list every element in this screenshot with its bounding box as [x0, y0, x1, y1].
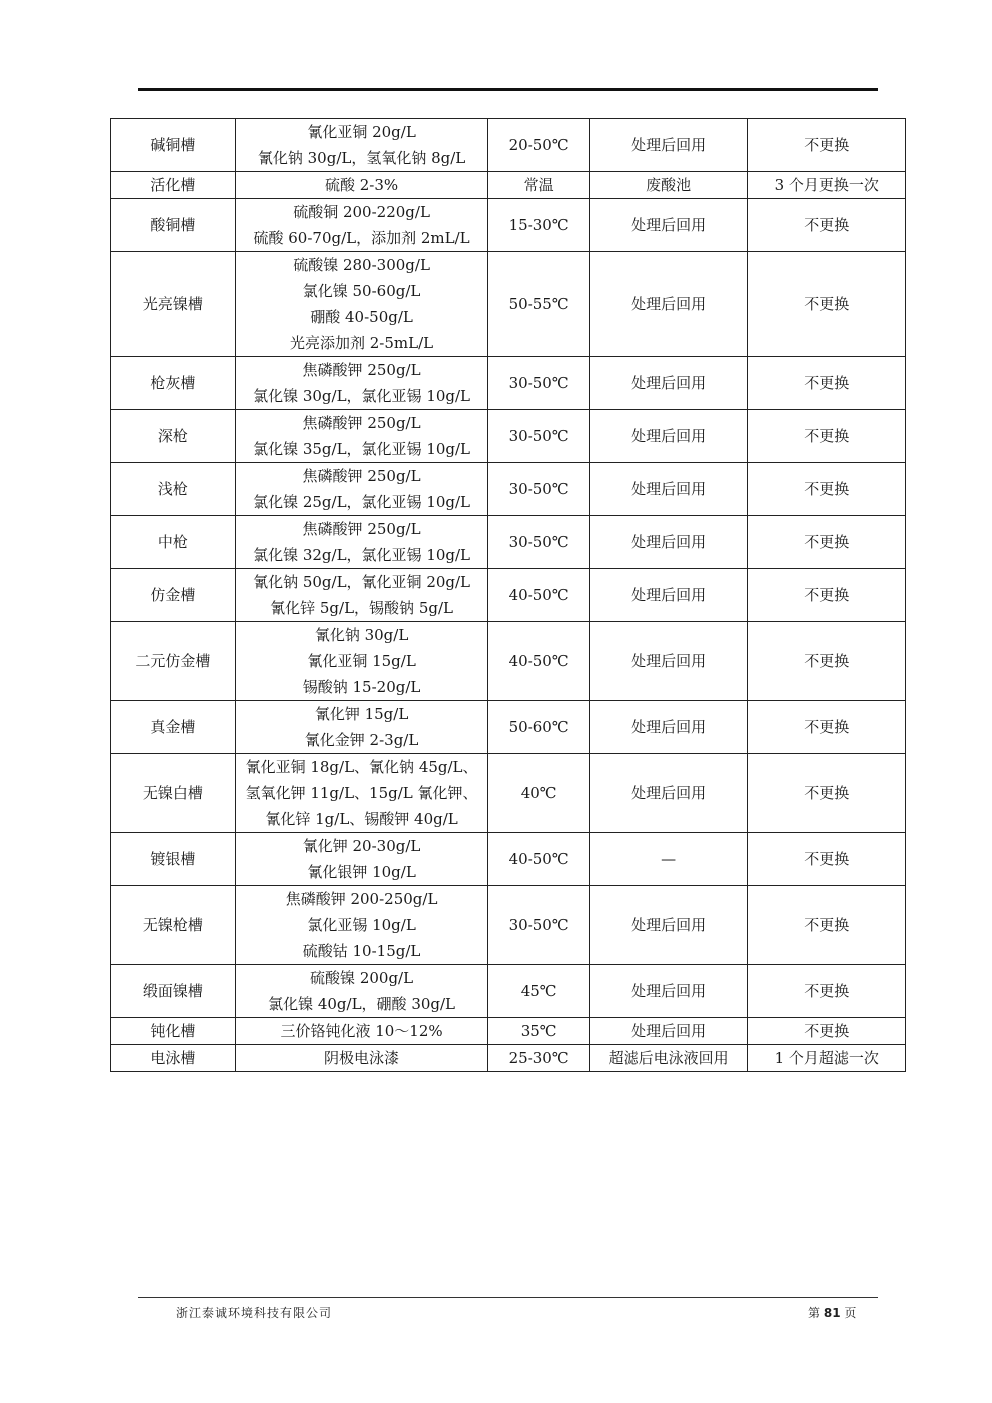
treatment-cell: 处理后回用	[589, 119, 748, 172]
composition-line: 氰化亚铜 15g/L	[307, 652, 416, 670]
composition-line: 氯化镍 50-60g/L	[302, 282, 421, 300]
replacement-cell: 不更换	[748, 357, 906, 410]
table-row	[111, 172, 906, 199]
table-body	[111, 119, 906, 1072]
replacement-cell: 不更换	[748, 622, 906, 701]
composition-line: 氯化镍 30g/L，氯化亚锡 10g/L	[253, 387, 471, 405]
temperature-cell: 45℃	[488, 965, 589, 1018]
temperature-cell: 30-50℃	[488, 410, 589, 463]
bath-name-cell: 无镍枪槽	[111, 886, 236, 965]
table-row	[111, 119, 906, 172]
composition-line: 焦磷酸钾 250g/L	[302, 467, 421, 485]
composition-cell	[235, 463, 488, 516]
composition-cell	[235, 516, 488, 569]
composition-line: 氰化钠 30g/L，氢氧化钠 8g/L	[257, 149, 466, 167]
treatment-cell: 处理后回用	[589, 886, 748, 965]
temperature-cell: 常温	[488, 172, 589, 199]
composition-line: 锡酸钠 15-20g/L	[302, 678, 421, 696]
bath-name-cell: 真金槽	[111, 701, 236, 754]
temperature-cell: 40-50℃	[488, 622, 589, 701]
plating-bath-table	[110, 118, 906, 1072]
composition-line: 氰化亚铜 18g/L、氰化钠 45g/L、	[245, 758, 478, 776]
composition-cell	[235, 172, 488, 199]
footer-company-name: 浙江泰诚环境科技有限公司	[176, 1306, 333, 1320]
table-row	[111, 886, 906, 965]
header-rule	[138, 88, 878, 91]
composition-cell	[235, 357, 488, 410]
temperature-cell: 30-50℃	[488, 886, 589, 965]
composition-line: 焦磷酸钾 200-250g/L	[285, 890, 438, 908]
treatment-cell: 处理后回用	[589, 463, 748, 516]
table-row	[111, 516, 906, 569]
bath-name-cell: 枪灰槽	[111, 357, 236, 410]
composition-cell	[235, 252, 488, 357]
composition-line: 氰化金钾 2-3g/L	[304, 731, 419, 749]
composition-line: 焦磷酸钾 250g/L	[302, 520, 421, 538]
table-row	[111, 622, 906, 701]
composition-cell	[235, 965, 488, 1018]
temperature-cell: 30-50℃	[488, 463, 589, 516]
composition-line: 氯化镍 35g/L，氯化亚锡 10g/L	[253, 440, 471, 458]
temperature-cell: 20-50℃	[488, 119, 589, 172]
composition-line: 焦磷酸钾 250g/L	[302, 414, 421, 432]
treatment-cell: 处理后回用	[589, 754, 748, 833]
replacement-cell: 1 个月超滤一次	[748, 1045, 906, 1072]
composition-line: 阴极电泳漆	[324, 1049, 400, 1067]
bath-name-cell: 镀银槽	[111, 833, 236, 886]
composition-line: 氰化亚铜 20g/L	[307, 123, 416, 141]
table-row	[111, 754, 906, 833]
treatment-cell: —	[589, 833, 748, 886]
composition-cell	[235, 119, 488, 172]
composition-line: 氰化锌 5g/L，锡酸钠 5g/L	[270, 599, 453, 617]
bath-name-cell: 深枪	[111, 410, 236, 463]
table-row	[111, 357, 906, 410]
replacement-cell: 不更换	[748, 886, 906, 965]
bath-name-cell: 酸铜槽	[111, 199, 236, 252]
temperature-cell: 40℃	[488, 754, 589, 833]
temperature-cell: 40-50℃	[488, 569, 589, 622]
temperature-cell: 50-60℃	[488, 701, 589, 754]
page-prefix: 第	[808, 1306, 821, 1320]
footer-page-number	[808, 1304, 856, 1321]
table-row	[111, 199, 906, 252]
temperature-cell: 30-50℃	[488, 357, 589, 410]
bath-name-cell: 中枪	[111, 516, 236, 569]
bath-name-cell: 浅枪	[111, 463, 236, 516]
composition-line: 硫酸 2-3%	[324, 176, 399, 194]
page-suffix: 页	[844, 1306, 857, 1320]
replacement-cell: 不更换	[748, 410, 906, 463]
composition-line: 氰化钾 15g/L	[314, 705, 409, 723]
temperature-cell: 30-50℃	[488, 516, 589, 569]
composition-line: 氰化锌 1g/L、锡酸钾 40g/L	[265, 810, 458, 828]
composition-cell	[235, 1045, 488, 1072]
bath-name-cell: 活化槽	[111, 172, 236, 199]
replacement-cell: 不更换	[748, 199, 906, 252]
bath-name-cell: 二元仿金槽	[111, 622, 236, 701]
treatment-cell: 处理后回用	[589, 357, 748, 410]
treatment-cell: 处理后回用	[589, 701, 748, 754]
table-row	[111, 1018, 906, 1045]
composition-line: 焦磷酸钾 250g/L	[302, 361, 421, 379]
footer-rule	[138, 1297, 878, 1298]
composition-line: 硫酸钴 10-15g/L	[302, 942, 421, 960]
composition-line: 氰化钠 50g/L，氰化亚铜 20g/L	[253, 573, 471, 591]
table-row	[111, 463, 906, 516]
composition-line: 三价铬钝化液 10～12%	[280, 1022, 443, 1040]
composition-line: 氰化钾 20-30g/L	[302, 837, 421, 855]
replacement-cell: 不更换	[748, 1018, 906, 1045]
composition-line: 氯化镍 25g/L，氯化亚锡 10g/L	[253, 493, 471, 511]
table-row	[111, 833, 906, 886]
composition-line: 氰化银钾 10g/L	[307, 863, 416, 881]
replacement-cell: 不更换	[748, 516, 906, 569]
composition-line: 硫酸镍 200g/L	[310, 969, 414, 987]
treatment-cell: 处理后回用	[589, 410, 748, 463]
table-row	[111, 701, 906, 754]
bath-name-cell: 缎面镍槽	[111, 965, 236, 1018]
composition-cell	[235, 1018, 488, 1045]
treatment-cell: 处理后回用	[589, 569, 748, 622]
composition-line: 氯化镍 40g/L，硼酸 30g/L	[268, 995, 456, 1013]
composition-line: 氯化亚锡 10g/L	[307, 916, 416, 934]
replacement-cell: 不更换	[748, 119, 906, 172]
replacement-cell: 不更换	[748, 833, 906, 886]
treatment-cell: 处理后回用	[589, 965, 748, 1018]
replacement-cell: 不更换	[748, 965, 906, 1018]
composition-line: 氯化镍 32g/L，氯化亚锡 10g/L	[253, 546, 471, 564]
table-row	[111, 252, 906, 357]
temperature-cell: 15-30℃	[488, 199, 589, 252]
treatment-cell: 处理后回用	[589, 252, 748, 357]
replacement-cell: 不更换	[748, 754, 906, 833]
table-row	[111, 410, 906, 463]
composition-cell	[235, 701, 488, 754]
composition-cell	[235, 569, 488, 622]
composition-cell	[235, 199, 488, 252]
treatment-cell: 超滤后电泳液回用	[589, 1045, 748, 1072]
replacement-cell: 不更换	[748, 252, 906, 357]
replacement-cell: 3 个月更换一次	[748, 172, 906, 199]
bath-name-cell: 钝化槽	[111, 1018, 236, 1045]
treatment-cell: 处理后回用	[589, 1018, 748, 1045]
composition-cell	[235, 754, 488, 833]
composition-line: 硼酸 40-50g/L	[310, 308, 413, 326]
composition-cell	[235, 622, 488, 701]
treatment-cell: 废酸池	[589, 172, 748, 199]
bath-name-cell: 无镍白槽	[111, 754, 236, 833]
composition-cell	[235, 410, 488, 463]
bath-name-cell: 电泳槽	[111, 1045, 236, 1072]
table-row	[111, 965, 906, 1018]
treatment-cell: 处理后回用	[589, 622, 748, 701]
composition-line: 硫酸镍 280-300g/L	[293, 256, 430, 274]
bath-name-cell: 光亮镍槽	[111, 252, 236, 357]
composition-line: 硫酸 60-70g/L，添加剂 2mL/L	[253, 229, 470, 247]
composition-line: 光亮添加剂 2-5mL/L	[290, 334, 434, 352]
temperature-cell: 35℃	[488, 1018, 589, 1045]
bath-name-cell: 仿金槽	[111, 569, 236, 622]
replacement-cell: 不更换	[748, 701, 906, 754]
temperature-cell: 25-30℃	[488, 1045, 589, 1072]
replacement-cell: 不更换	[748, 463, 906, 516]
temperature-cell: 50-55℃	[488, 252, 589, 357]
temperature-cell: 40-50℃	[488, 833, 589, 886]
replacement-cell: 不更换	[748, 569, 906, 622]
composition-line: 氰化钠 30g/L	[314, 626, 409, 644]
table-row	[111, 569, 906, 622]
composition-cell	[235, 886, 488, 965]
bath-name-cell: 碱铜槽	[111, 119, 236, 172]
page-number: 81	[823, 1306, 841, 1320]
composition-cell	[235, 833, 488, 886]
treatment-cell: 处理后回用	[589, 516, 748, 569]
composition-line: 氢氧化钾 11g/L、15g/L 氰化钾、	[245, 784, 478, 802]
table-row	[111, 1045, 906, 1072]
composition-line: 硫酸铜 200-220g/L	[293, 203, 430, 221]
treatment-cell: 处理后回用	[589, 199, 748, 252]
